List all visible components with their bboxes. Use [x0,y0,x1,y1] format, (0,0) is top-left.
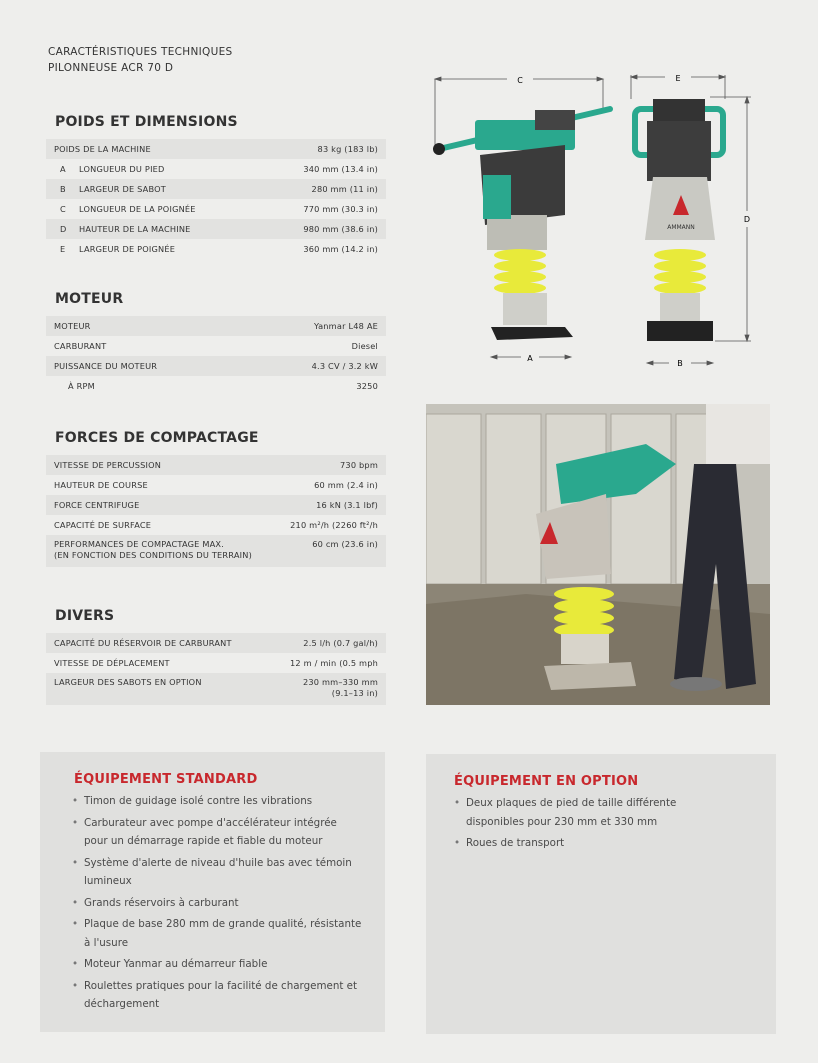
header-line-1: CARACTÉRISTIQUES TECHNIQUES [48,46,233,58]
row-value-note: (9.1–13 in) [331,688,378,698]
table-row [46,139,386,159]
row-label: PUISSANCE DU MOTEUR [54,361,158,371]
list-item: • Grands réservoirs à carburant [72,894,362,913]
standard-equipment-title: ÉQUIPEMENT STANDARD [74,772,258,787]
row-label: LONGUEUR DE LA POIGNÉE [79,204,196,214]
table-row [46,653,386,673]
row-value: 2.5 l/h (0.7 gal/h) [303,638,378,648]
row-key: D [60,224,67,234]
table-row [46,199,386,219]
list-item: • Plaque de base 280 mm de grande qualité, résistante à l'usure [72,915,362,952]
row-value: 60 cm (23.6 in) [312,539,378,549]
row-value: 980 mm (38.6 in) [303,224,378,234]
list-item: • Carburateur avec pompe d'accélérateur intégrée pour un démarrage rapide et fiable du moteur [72,814,362,851]
row-value: 16 kN (3.1 lbf) [316,500,378,510]
option-equipment-title: ÉQUIPEMENT EN OPTION [454,774,639,789]
row-label: VITESSE DE PERCUSSION [54,460,162,470]
row-value: 3250 [356,381,378,391]
dimension-b-label: B [677,359,683,368]
list-item: • Timon de guidage isolé contre les vibrations [72,792,362,811]
product-photo [426,404,770,705]
row-label: CARBURANT [54,341,107,351]
section-title-divers: DIVERS [55,608,115,624]
table-divers [46,633,386,705]
list-item: • Roues de transport [454,834,734,853]
option-equipment-list [454,794,734,853]
table-row [46,495,386,515]
row-value: 210 m²/h (2260 ft²/h [290,520,378,530]
dimension-c-label: C [517,76,523,85]
table-row [46,455,386,475]
dimension-a-label: A [527,354,533,363]
row-value: 83 kg (183 lb) [317,144,378,154]
row-value: 280 mm (11 in) [311,184,378,194]
table-row [46,376,386,396]
document-header [48,44,233,76]
row-value: 230 mm–330 mm [302,677,378,687]
table-row [46,475,386,495]
row-value-multiline [303,677,378,699]
table-moteur [46,316,386,396]
brand-label: AMMANN [667,224,695,231]
row-value: 770 mm (30.3 in) [303,204,378,214]
table-row [46,356,386,376]
row-label-note: (EN FONCTION DES CONDITIONS DU TERRAIN) [54,550,252,560]
standard-equipment-list [72,792,362,1014]
row-label: HAUTEUR DE LA MACHINE [79,224,191,234]
table-row [46,159,386,179]
row-label: À RPM [68,381,95,391]
row-key: E [60,244,66,254]
row-key: C [60,204,66,214]
row-value: 360 mm (14.2 in) [303,244,378,254]
row-label: LARGEUR DES SABOTS EN OPTION [54,677,202,687]
row-label: HAUTEUR DE COURSE [54,480,148,490]
table-row [46,219,386,239]
row-label: LARGEUR DE POIGNÉE [79,244,176,254]
table-row [46,239,386,259]
row-label: LONGUEUR DU PIED [79,164,165,174]
list-item: • Deux plaques de pied de taille différente disponibles pour 230 mm et 330 mm [454,794,734,831]
section-title-moteur: MOTEUR [55,291,124,307]
table-row [46,179,386,199]
option-equipment-box [426,754,776,1034]
dimension-drawings [425,65,765,375]
row-value: 60 mm (2.4 in) [314,480,378,490]
row-label: CAPACITÉ DU RÉSERVOIR DE CARBURANT [54,638,232,648]
table-row [46,515,386,535]
row-label: POIDS DE LA MACHINE [54,144,151,154]
row-label: PERFORMANCES DE COMPACTAGE MAX. [54,539,225,549]
table-poids [46,139,386,259]
row-label: CAPACITÉ DE SURFACE [54,520,152,530]
list-item: • Moteur Yanmar au démarreur fiable [72,955,362,974]
header-line-2: PILONNEUSE ACR 70 D [48,62,174,74]
table-row [46,633,386,653]
row-label-multiline [54,539,252,561]
row-value: 4.3 CV / 3.2 kW [311,361,378,371]
list-item: • Système d'alerte de niveau d'huile bas avec témoin lumineux [72,854,362,891]
table-row [46,336,386,356]
table-row [46,535,386,567]
dimension-d-label: D [743,215,751,224]
side-view-machine [433,109,610,340]
table-row [46,673,386,705]
row-label: LARGEUR DE SABOT [79,184,166,194]
row-label: VITESSE DE DÉPLACEMENT [54,658,170,668]
row-value: 12 m / min (0.5 mph [290,658,378,668]
row-value: 340 mm (13.4 in) [303,164,378,174]
dimension-e-label: E [675,74,681,83]
front-view-machine [635,99,723,341]
row-label: FORCE CENTRIFUGE [54,500,140,510]
section-title-poids: POIDS ET DIMENSIONS [55,114,238,130]
row-key: A [60,164,66,174]
row-value: 730 bpm [340,460,378,470]
table-row [46,316,386,336]
standard-equipment-box [40,752,385,1032]
table-forces [46,455,386,567]
section-title-forces: FORCES DE COMPACTAGE [55,430,259,446]
row-key: B [60,184,66,194]
row-label: MOTEUR [54,321,91,331]
row-value: Diesel [351,341,378,351]
row-value: Yanmar L48 AE [314,321,378,331]
list-item: • Roulettes pratiques pour la facilité de chargement et déchargement [72,977,362,1014]
